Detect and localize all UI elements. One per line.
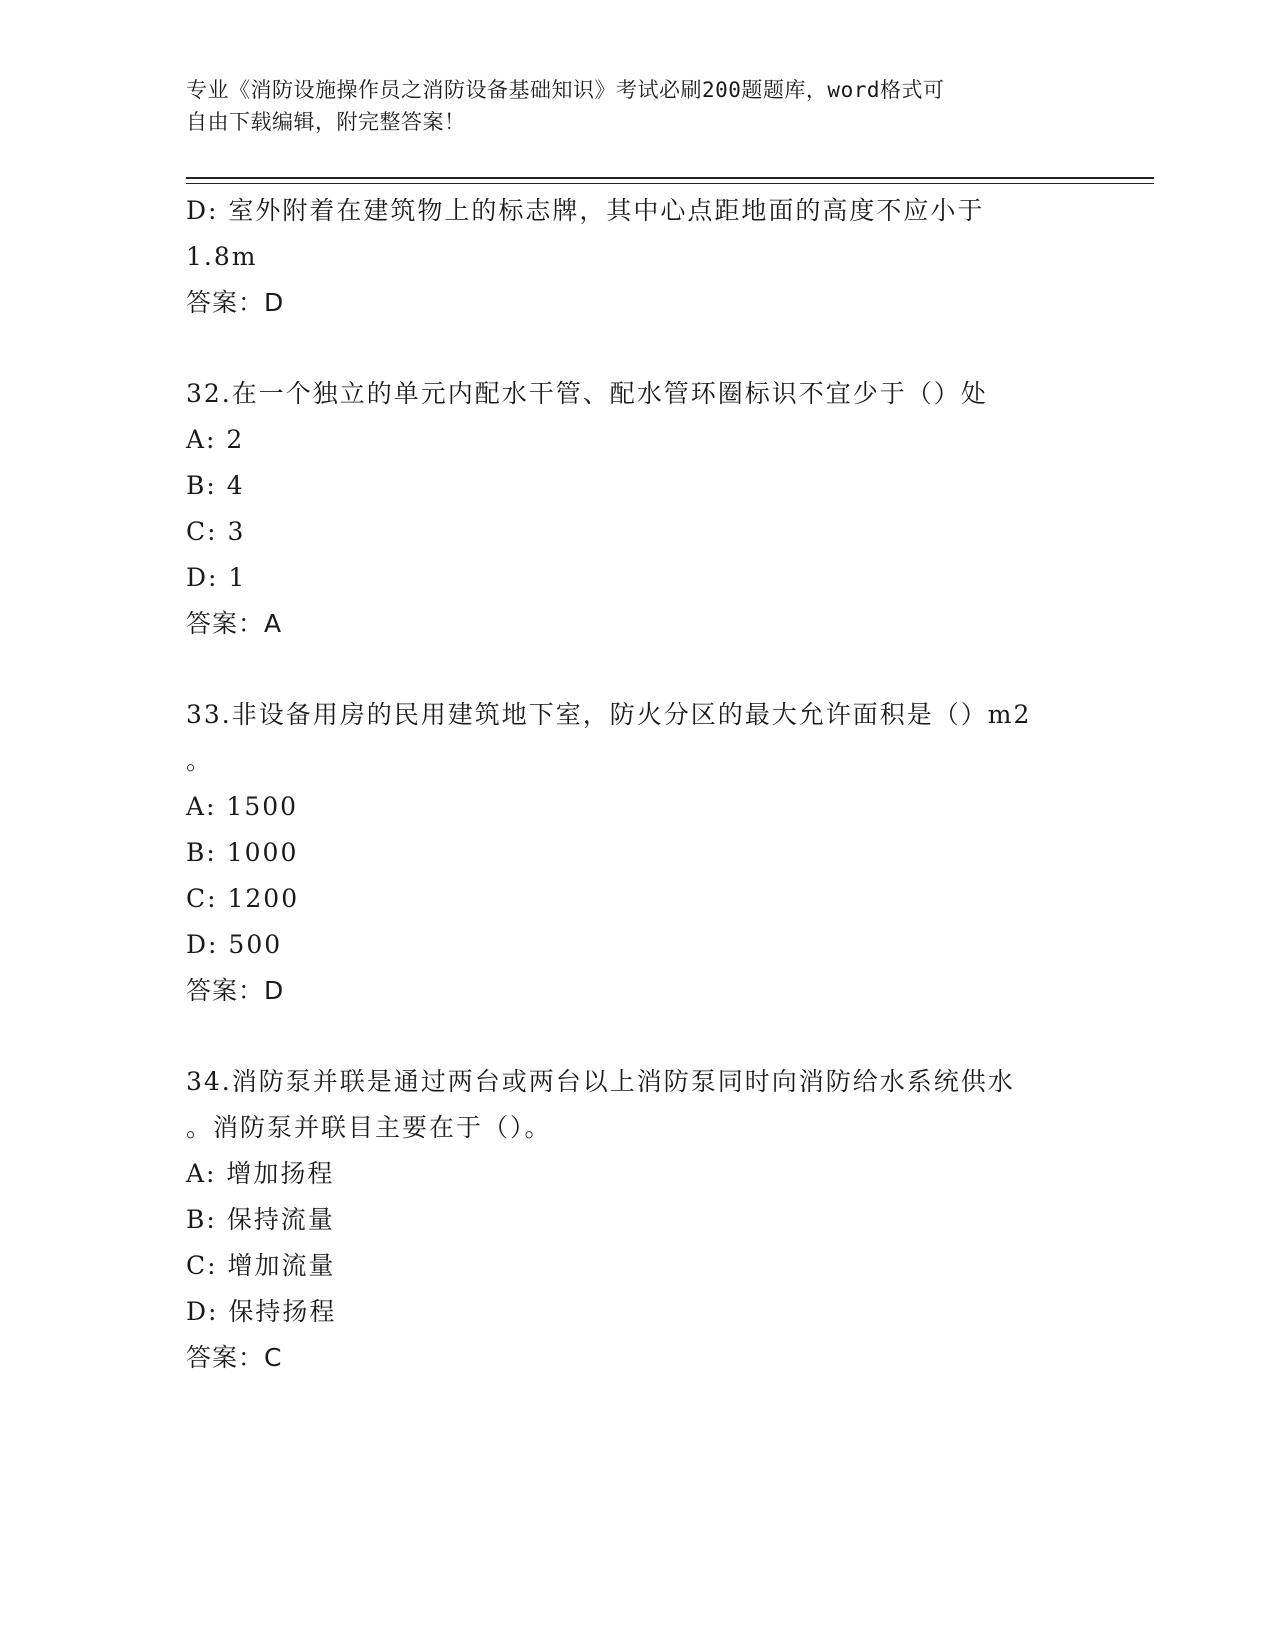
answer-line: 答案：D [186, 976, 285, 1005]
answer-line: 答案：C [186, 1343, 283, 1372]
spacer [186, 647, 1086, 692]
question-list [186, 188, 1086, 1381]
header-title-line-2: 自由下载编辑，附完整答案！ [186, 110, 466, 134]
option-d: D: 1 [186, 563, 247, 592]
question-34 [186, 1059, 1086, 1381]
question-32 [186, 371, 1086, 647]
option-c: C: 1200 [186, 884, 300, 913]
option-a: A: 1500 [186, 792, 299, 821]
option-b: B: 1000 [186, 838, 299, 867]
option-d: D: 保持扬程 [186, 1297, 337, 1326]
question-stem: 32.在一个独立的单元内配水干管、配水管环圈标识不宜少于（）处 [186, 379, 988, 408]
option-b: B: 4 [186, 471, 245, 500]
option-a: A: 增加扬程 [186, 1159, 335, 1188]
question-stem: 34.消防泵并联是通过两台或两台以上消防泵同时向消防给水系统供水 [186, 1067, 1015, 1096]
page-header [186, 74, 1066, 138]
question-31-continuation [186, 188, 1086, 326]
option-d: D: 500 [186, 930, 283, 959]
answer-line: 答案：D [186, 288, 285, 317]
question-stem-continued: 。 [186, 746, 214, 775]
spacer [186, 326, 1086, 371]
option-c: C: 3 [186, 517, 246, 546]
header-title-line-1: 专业《消防设施操作员之消防设备基础知识》考试必刷200题题库，word格式可 [186, 78, 945, 102]
option-a: A: 2 [186, 425, 245, 454]
question-33 [186, 692, 1086, 1014]
question-stem: 33.非设备用房的民用建筑地下室，防火分区的最大允许面积是（）m2 [186, 700, 1032, 729]
spacer [186, 1014, 1086, 1059]
option-d-line-1: D: 室外附着在建筑物上的标志牌，其中心点距地面的高度不应小于 [186, 196, 985, 225]
header-divider-thin [186, 183, 1154, 184]
option-d-line-2: 1.8m [186, 242, 258, 271]
option-b: B: 保持流量 [186, 1205, 335, 1234]
header-divider-thick [186, 177, 1154, 179]
option-c: C: 增加流量 [186, 1251, 336, 1280]
answer-line: 答案：A [186, 609, 283, 638]
question-stem-continued: 。消防泵并联目主要在于（）。 [186, 1113, 552, 1142]
